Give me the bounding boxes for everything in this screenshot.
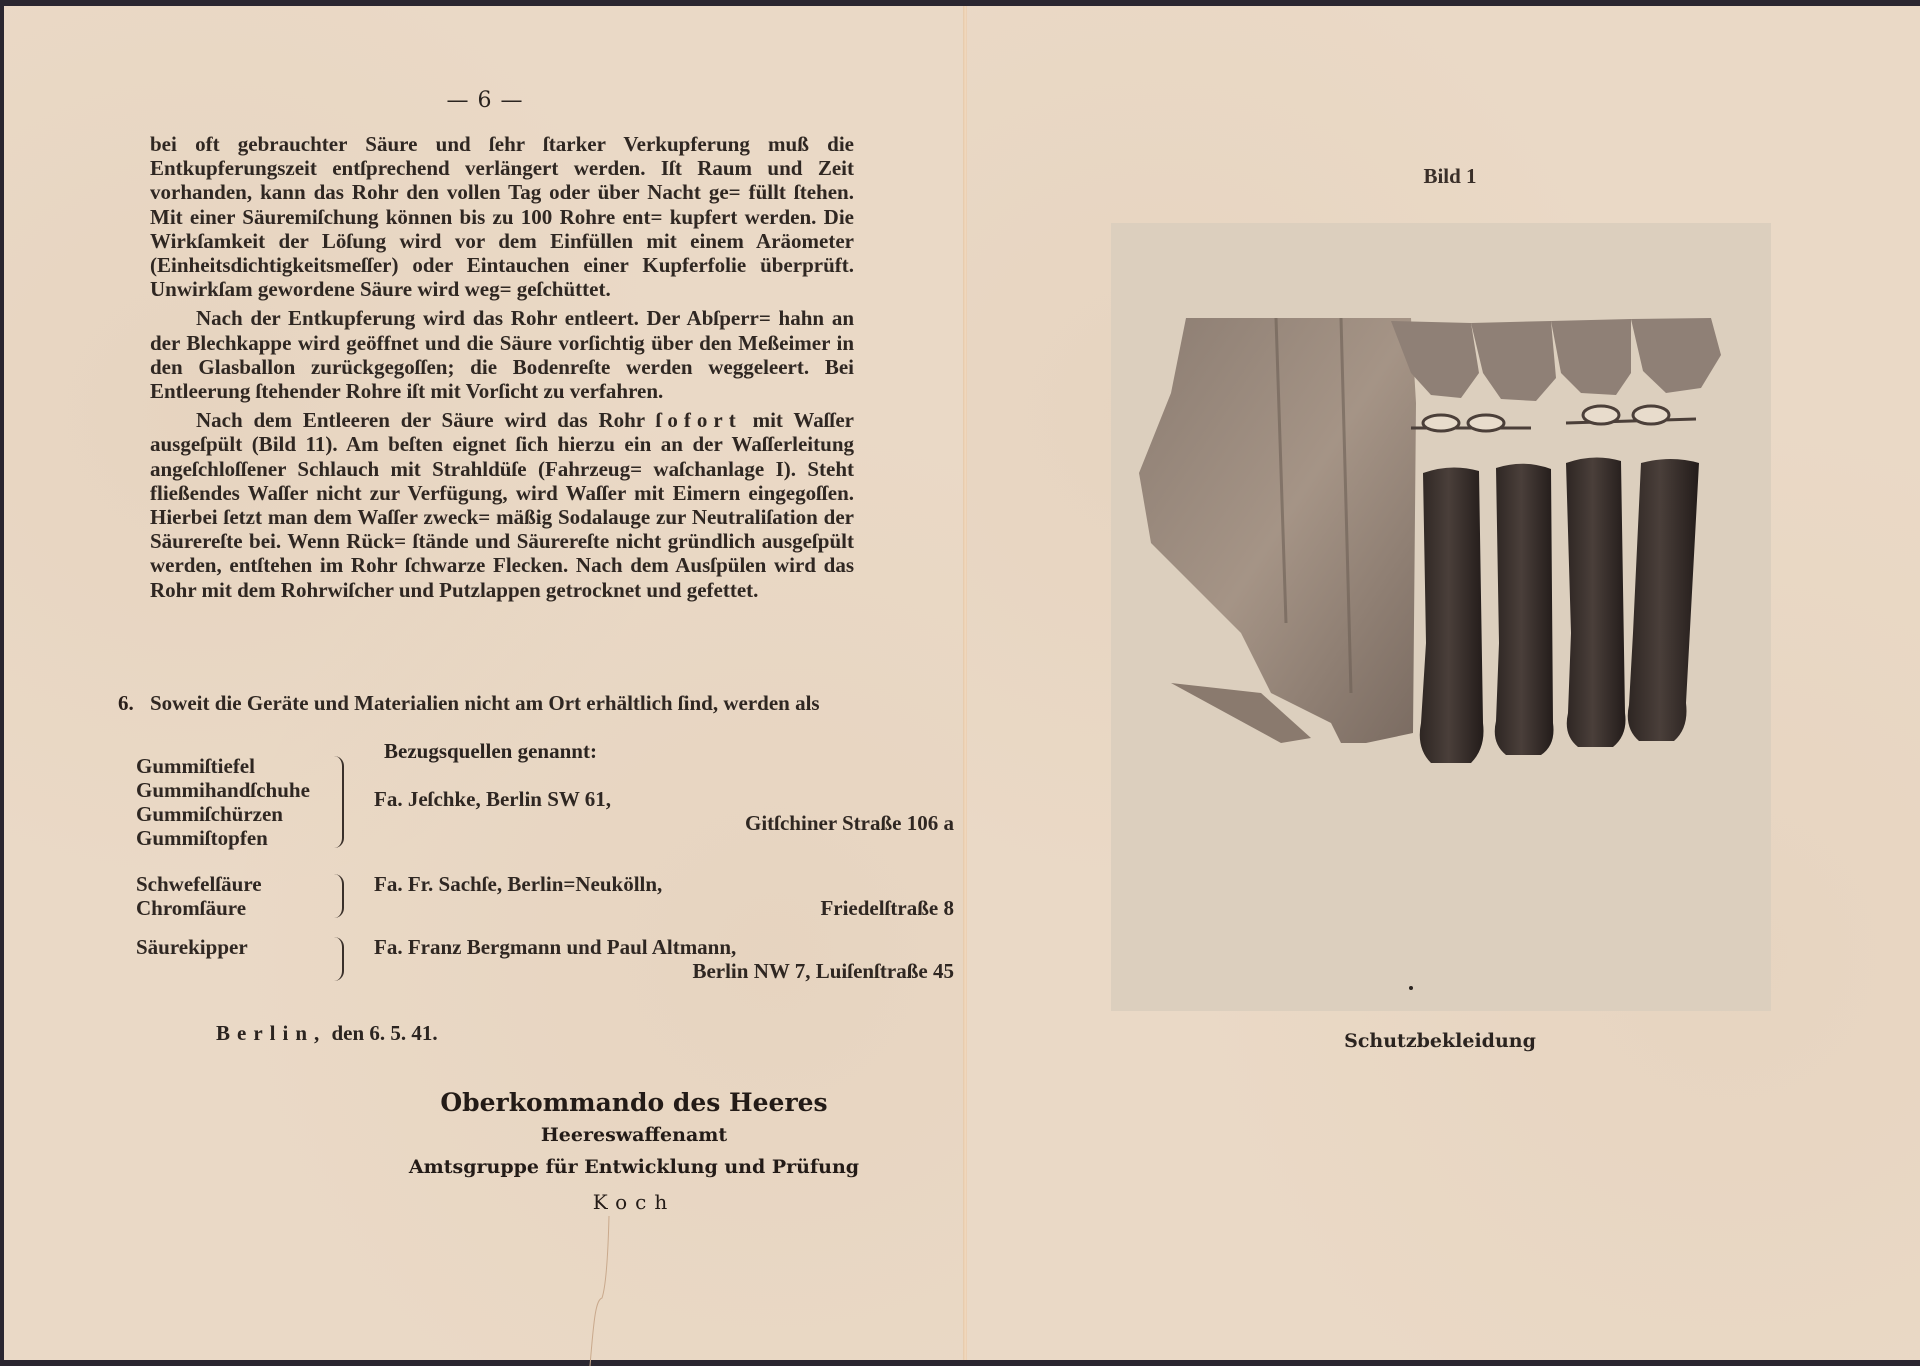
supplier-address (374, 935, 954, 983)
brace (332, 756, 344, 848)
source-item: Gummiſtiefel (136, 754, 255, 778)
body-text (150, 132, 854, 607)
date-place: Berlin, (216, 1021, 327, 1045)
brace (332, 937, 344, 981)
source-item: Säurekipper (136, 935, 248, 959)
figure-caption: Schutzbekleidung (1344, 1030, 1536, 1052)
section-6-text: Soweit die Geräte und Materialien nicht am Ort erhältlich ſind, werden als (150, 691, 820, 715)
figure-label: Bild 1 (1423, 164, 1477, 188)
left-page (4, 6, 967, 1360)
paragraph-3-emphasis: ſofort (655, 408, 742, 433)
source-item: Gummihandſchuhe (136, 778, 310, 802)
signature-org: Oberkommando des Heeres (440, 1088, 828, 1117)
page-number: — 6 — (446, 88, 524, 113)
supplier-address (374, 787, 954, 835)
paper-crease (584, 1216, 614, 1366)
protective-clothing-photo (1111, 223, 1771, 1011)
source-item: Gummiſtopfen (136, 826, 268, 850)
source-item: Chromſäure (136, 896, 247, 920)
source-items (136, 872, 262, 920)
paragraph-1: bei oft gebrauchter Säure und ſehr ſtarker Verkupferung muß die Entkupferungszeit entſprechend verlängert werden. Iſt Raum und Zeit vorhanden, kann das Rohr den vollen Tag oder über Nacht ge= füllt ſtehen. Mit einer Säuremiſchung können bis zu 100 Rohre ent= kupfert werden. Die Wirkſamkeit der Löſung wird vor dem Einfüllen mit einem Aräometer (Einheitsdichtigkeitsmeſſer) oder Eintauchen einer Kupferfolie überprüft. Unwirkſam gewordene Säure wird weg= geſchüttet. (150, 132, 854, 302)
photo-illustration (1111, 223, 1771, 1011)
brace (332, 874, 344, 918)
signature-office: Heereswaffenamt (540, 1124, 728, 1146)
source-item: Schwefelſäure (136, 872, 262, 896)
supplier-line-2: Friedelſtraße 8 (820, 896, 954, 920)
supplier-line-1: Fa. Jeſchke, Berlin SW 61, (374, 787, 612, 811)
supplier-line-2: Gitſchiner Straße 106 a (744, 811, 954, 835)
source-item: Gummiſchürzen (136, 802, 283, 826)
date-line (216, 1021, 438, 1046)
supplier-line-1: Fa. Franz Bergmann und Paul Altmann, (374, 935, 737, 959)
supplier-address (374, 872, 954, 920)
section-6 (118, 691, 854, 715)
section-number: 6. (118, 691, 134, 715)
supplier-line-2: Berlin NW 7, Luiſenſtraße 45 (692, 959, 954, 983)
source-items (136, 935, 248, 959)
date-value: den 6. 5. 41. (326, 1021, 438, 1045)
supplier-line-1: Fa. Fr. Sachſe, Berlin=Neukölln, (374, 872, 663, 896)
paragraph-3 (150, 408, 854, 602)
paragraph-3-start: Nach dem Entleeren der Säure wird das Rohr (196, 408, 656, 433)
signature-name: Koch (592, 1190, 676, 1214)
signature-group: Amtsgruppe für Entwicklung und Prüfung (408, 1156, 860, 1178)
paragraph-3-end: mit Waſſer ausgeſpült (Bild 11). Am beſten eignet ſich hierzu ein an der Waſſerleitung angeſchloſſener Schlauch mit Strahldüſe (Fahrzeug= waſchanlage I). Steht fließendes Waſſer nicht zur Verfügung, wird Waſſer mit Eimern eingegoſſen. Hierbei ſetzt man dem Waſſer zweck= mäßig Sodalauge zur Neutraliſation der Säurereſte bei. Wenn Rück= ſtände und Säurereſte nicht gründlich ausgeſpült werden, entſtehen im Rohr ſchwarze Flecken. Nach dem Ausſpülen wird das Rohr mit dem Rohrwiſcher und Putzlappen getrocknet und gefettet. (150, 408, 854, 602)
source-items (136, 754, 310, 850)
sources-heading: Bezugsquellen genannt: (384, 739, 597, 763)
paragraph-2: Nach der Entkupferung wird das Rohr entleert. Der Abſperr= hahn an der Blechkappe wird geöffnet und die Säure vorſichtig über den Meßeimer in den Glasballon zurückgegoſſen; die Bodenreſte werden weggeleert. Bei Entleerung ſtehender Rohre iſt mit Vorſicht zu verfahren. (150, 306, 854, 404)
